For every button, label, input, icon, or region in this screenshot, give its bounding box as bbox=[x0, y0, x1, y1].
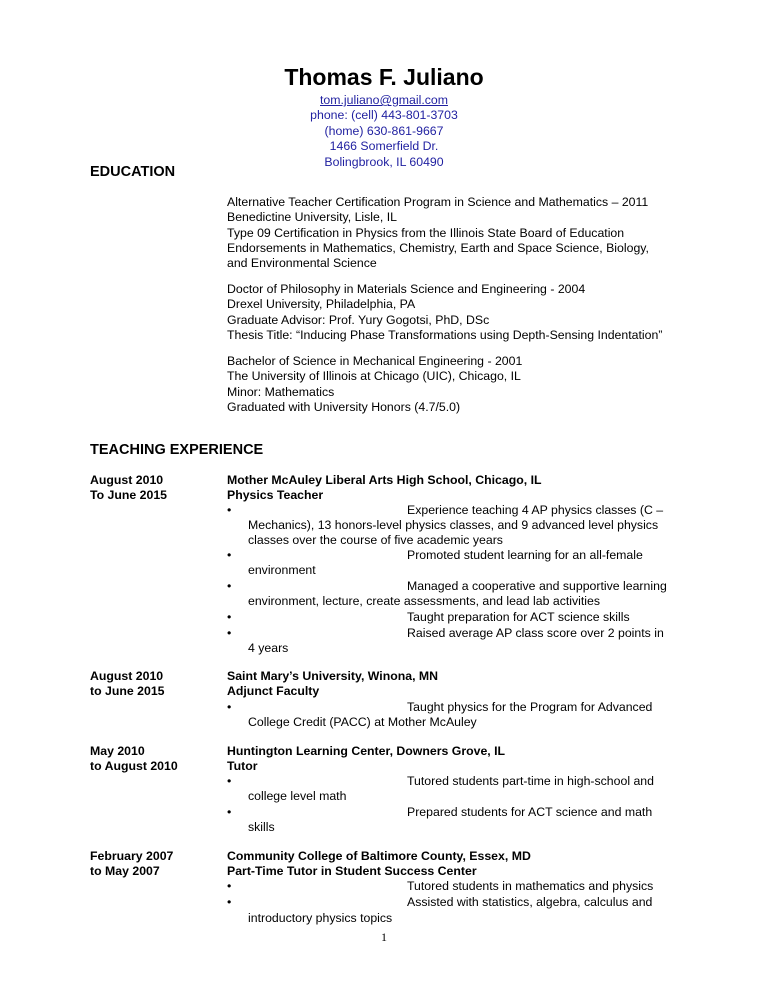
job-role: Physics Teacher bbox=[227, 488, 324, 503]
bullet-text: Mechanics), 13 honors-level physics classes, and 9 advanced level physics bbox=[248, 518, 659, 532]
phone-home: (home) 630-861-9667 bbox=[324, 123, 444, 138]
job-dates bbox=[90, 744, 178, 775]
education-line: Endorsements in Mathematics, Chemistry, Earth and Space Science, Biology, bbox=[227, 240, 649, 255]
job-start-date: February 2007 bbox=[90, 849, 174, 863]
education-line: Benedictine University, Lisle, IL bbox=[227, 210, 397, 225]
email-link[interactable]: tom.juliano@gmail.com bbox=[320, 93, 448, 107]
job-role: Tutor bbox=[227, 759, 258, 774]
education-line: and Environmental Science bbox=[227, 256, 377, 271]
job-end-date: To June 2015 bbox=[90, 488, 167, 503]
bullet-text: Managed a cooperative and supportive learning bbox=[407, 579, 667, 593]
bullet-text: introductory physics topics bbox=[248, 911, 393, 925]
job-header bbox=[227, 744, 505, 775]
job-end-date: to June 2015 bbox=[90, 684, 165, 699]
bullet-text: 4 years bbox=[248, 641, 289, 655]
job-header bbox=[227, 849, 531, 880]
job-role: Part-Time Tutor in Student Success Center bbox=[227, 864, 477, 879]
bullet-text: College Credit (PACC) at Mother McAuley bbox=[248, 715, 477, 729]
bullet-icon: • bbox=[227, 626, 232, 640]
bullet-text: environment, lecture, create assessments, and lead lab activities bbox=[248, 594, 601, 608]
phone-cell: phone: (cell) 443-801-3703 bbox=[310, 108, 458, 123]
bullet-text: Promoted student learning for an all-female bbox=[407, 548, 643, 562]
job-start-date: August 2010 bbox=[90, 669, 164, 683]
bullet-icon: • bbox=[227, 579, 232, 593]
bullet-icon: • bbox=[227, 895, 232, 909]
education-line: Graduated with University Honors (4.7/5.0) bbox=[227, 399, 461, 414]
education-line: Thesis Title: “Inducing Phase Transformations using Depth-Sensing Indentation” bbox=[227, 327, 663, 342]
education-line: Alternative Teacher Certification Program in Science and Mathematics – 2011 bbox=[227, 195, 649, 209]
job-end-date: to May 2007 bbox=[90, 864, 160, 879]
bullet-icon: • bbox=[227, 805, 232, 819]
bullet-icon: • bbox=[227, 610, 232, 624]
job-start-date: May 2010 bbox=[90, 744, 145, 758]
bullet-icon: • bbox=[227, 879, 232, 893]
bullet-text: Experience teaching 4 AP physics classes (C – bbox=[407, 503, 664, 517]
address-line-1: 1466 Somerfield Dr. bbox=[329, 139, 439, 154]
education-entry bbox=[227, 354, 522, 415]
bullet-text: Raised average AP class score over 2 points in bbox=[407, 626, 664, 640]
education-line: Doctor of Philosophy in Materials Science and Engineering - 2004 bbox=[227, 282, 586, 296]
education-entry bbox=[227, 195, 649, 271]
education-line: Type 09 Certification in Physics from the Illinois State Board of Education bbox=[227, 225, 625, 240]
bullet-text: skills bbox=[248, 820, 275, 834]
job-organization: Community College of Baltimore County, Essex, MD bbox=[227, 849, 531, 863]
job-role: Adjunct Faculty bbox=[227, 684, 320, 699]
address-line-2: Bolingbrook, IL 60490 bbox=[324, 154, 444, 169]
resume-name: Thomas F. Juliano bbox=[284, 64, 484, 90]
bullet-text: classes over the course of five academic years bbox=[248, 533, 503, 547]
job-organization: Mother McAuley Liberal Arts High School, Chicago, IL bbox=[227, 473, 542, 487]
teaching-heading: TEACHING EXPERIENCE bbox=[90, 442, 264, 458]
education-heading: EDUCATION bbox=[90, 164, 176, 180]
job-dates bbox=[90, 669, 165, 700]
education-entry bbox=[227, 282, 662, 343]
job-organization: Saint Mary’s University, Winona, MN bbox=[227, 669, 439, 683]
job-organization: Huntington Learning Center, Downers Grove, IL bbox=[227, 744, 506, 758]
bullet-text: Tutored students in mathematics and physics bbox=[407, 879, 654, 893]
bullet-icon: • bbox=[227, 774, 232, 788]
bullet-text: Assisted with statistics, algebra, calculus and bbox=[407, 895, 653, 909]
job-dates bbox=[90, 849, 173, 880]
page-number: 1 bbox=[381, 930, 387, 944]
education-line: Bachelor of Science in Mechanical Engineering - 2001 bbox=[227, 354, 523, 368]
job-header bbox=[227, 473, 542, 504]
job-end-date: to August 2010 bbox=[90, 759, 178, 774]
bullet-icon: • bbox=[227, 700, 232, 714]
bullet-text: college level math bbox=[248, 789, 347, 803]
bullet-text: Taught physics for the Program for Advanced bbox=[407, 700, 653, 714]
education-line: Graduate Advisor: Prof. Yury Gogotsi, PhD, DSc bbox=[227, 312, 490, 327]
education-line: The University of Illinois at Chicago (UIC), Chicago, IL bbox=[227, 369, 521, 384]
education-line: Drexel University, Philadelphia, PA bbox=[227, 297, 416, 312]
bullet-text: Taught preparation for ACT science skills bbox=[407, 610, 630, 624]
job-header bbox=[227, 669, 438, 700]
job-dates bbox=[90, 473, 167, 504]
contact-block bbox=[0, 93, 768, 170]
job-start-date: August 2010 bbox=[90, 473, 164, 487]
bullet-icon: • bbox=[227, 548, 232, 562]
bullet-text: environment bbox=[248, 563, 316, 577]
education-line: Minor: Mathematics bbox=[227, 384, 335, 399]
bullet-text: Prepared students for ACT science and math bbox=[407, 805, 653, 819]
bullet-text: Tutored students part-time in high-school and bbox=[407, 774, 654, 788]
bullet-icon: • bbox=[227, 503, 232, 517]
